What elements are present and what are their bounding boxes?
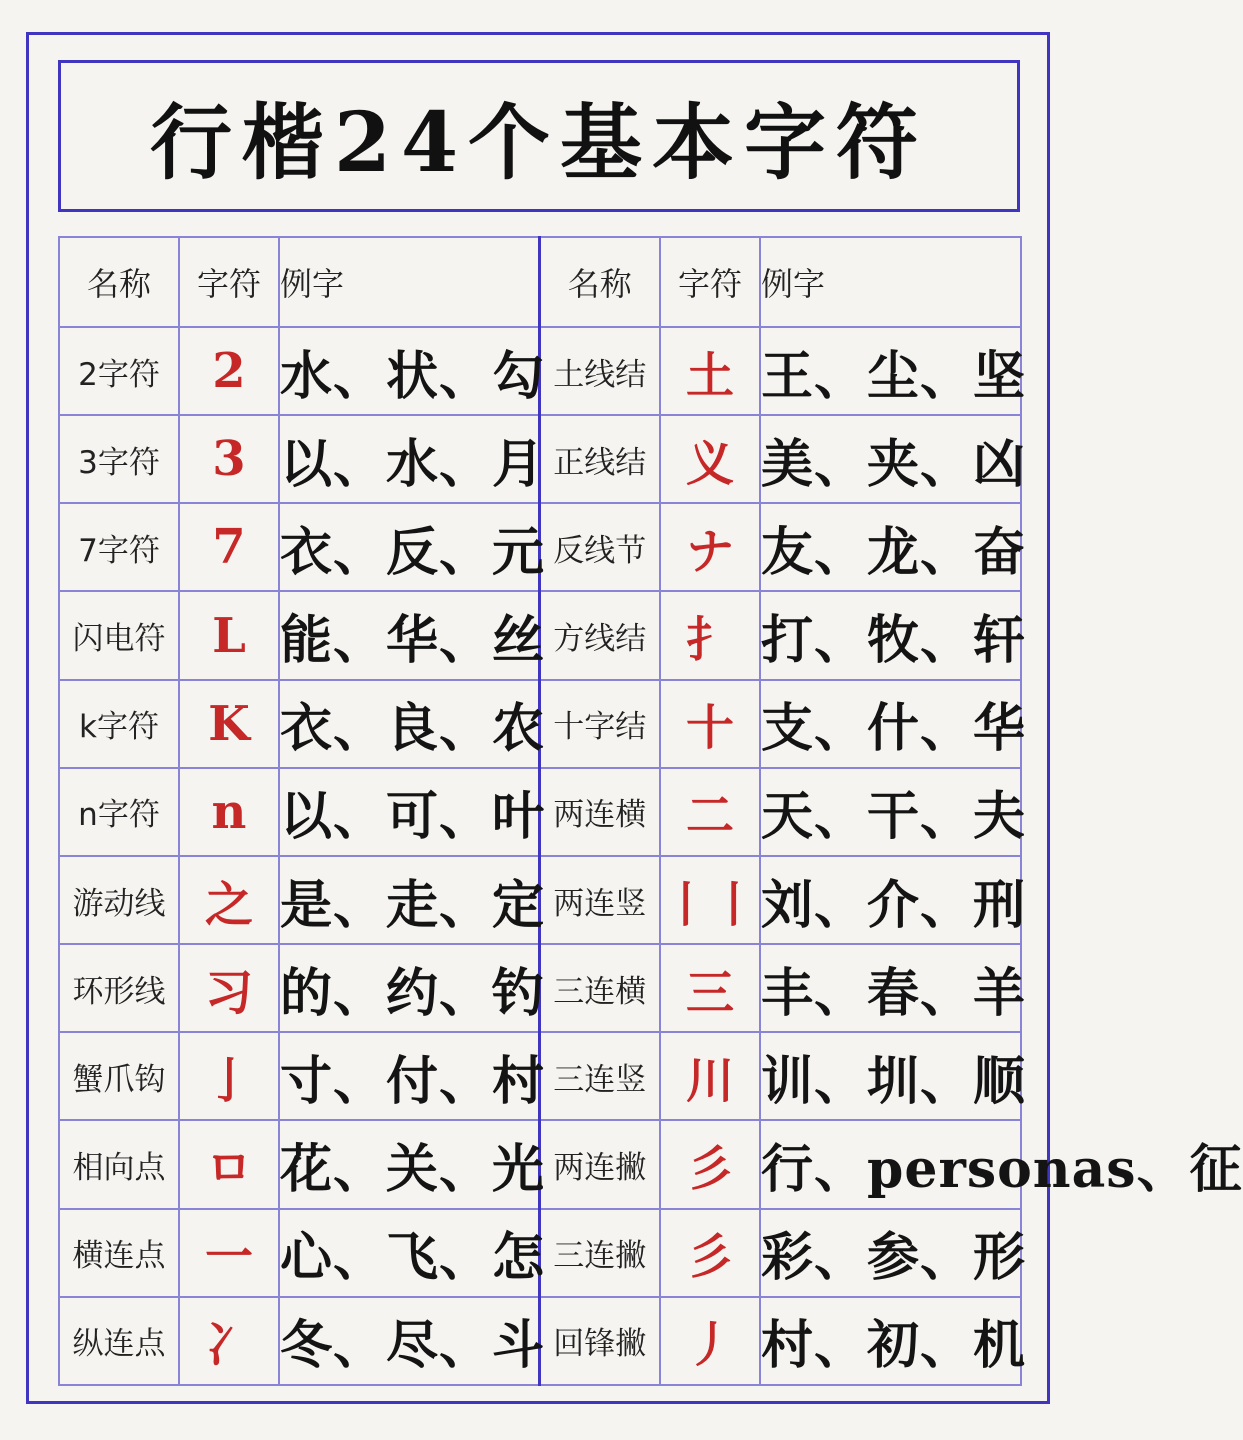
page-title: 行楷24个基本字符 — [149, 94, 929, 191]
table-row — [59, 768, 1021, 856]
stroke-name-right: 回锋撇 — [539, 1297, 660, 1385]
example-characters-right: 友、龙、奋 — [760, 503, 1021, 591]
stroke-name-left: 3字符 — [59, 415, 179, 503]
stroke-name-left: 2字符 — [59, 327, 179, 415]
stroke-name-right: 反线节 — [539, 503, 660, 591]
stroke-glyph-left: 一 — [179, 1209, 279, 1297]
table-row — [59, 1209, 1021, 1297]
table-row — [59, 1297, 1021, 1385]
stroke-name-left: k字符 — [59, 680, 179, 768]
example-characters-left: 以、可、叶 — [279, 768, 539, 856]
stroke-glyph-left: ㅁ — [179, 1120, 279, 1208]
stroke-glyph-right: 川 — [660, 1032, 760, 1120]
stroke-glyph-left: 冫 — [179, 1297, 279, 1385]
stroke-glyph-left: K — [179, 680, 279, 768]
stroke-glyph-right: 扌 — [660, 591, 760, 679]
stroke-name-right: 两连横 — [539, 768, 660, 856]
characters-table — [58, 236, 1243, 1386]
stroke-name-left: 7字符 — [59, 503, 179, 591]
table-row — [59, 944, 1021, 1032]
example-characters-right: 王、尘、坚 — [760, 327, 1021, 415]
example-characters-left: 冬、尽、斗 — [279, 1297, 539, 1385]
header-row — [59, 237, 1021, 327]
example-characters-left: 寸、付、村 — [279, 1032, 539, 1120]
stroke-glyph-left: 7 — [179, 503, 279, 591]
example-characters-right: 刘、介、刑 — [760, 856, 1021, 944]
stroke-glyph-left: 亅 — [179, 1032, 279, 1120]
table-row — [59, 856, 1021, 944]
example-characters-left: 是、走、定 — [279, 856, 539, 944]
example-characters-right: 行、personas、征 — [760, 1120, 1021, 1208]
stroke-name-right: 土线结 — [539, 327, 660, 415]
example-characters-right: 打、牧、轩 — [760, 591, 1021, 679]
example-characters-left: 衣、反、元 — [279, 503, 539, 591]
stroke-glyph-right: 十 — [660, 680, 760, 768]
table-row — [59, 1032, 1021, 1120]
table-row — [59, 503, 1021, 591]
example-characters-right: 美、夹、凶 — [760, 415, 1021, 503]
table-row — [59, 327, 1021, 415]
stroke-glyph-right: 三 — [660, 944, 760, 1032]
header-glyph-right: 字符 — [660, 237, 760, 327]
stroke-glyph-left: 3 — [179, 415, 279, 503]
example-characters-left: 衣、良、农 — [279, 680, 539, 768]
example-characters-right: 天、干、夫 — [760, 768, 1021, 856]
header-examples-right: 例字 — [760, 237, 1021, 327]
stroke-name-right: 两连撇 — [539, 1120, 660, 1208]
stroke-name-right: 十字结 — [539, 680, 660, 768]
stroke-name-right: 方线结 — [539, 591, 660, 679]
stroke-name-left: 蟹爪钩 — [59, 1032, 179, 1120]
stroke-glyph-right: 丨丨 — [660, 856, 760, 944]
stroke-glyph-left: 2 — [179, 327, 279, 415]
example-characters-left: 能、华、丝 — [279, 591, 539, 679]
stroke-name-right: 两连竖 — [539, 856, 660, 944]
stroke-glyph-right: 土 — [660, 327, 760, 415]
header-glyph-left: 字符 — [179, 237, 279, 327]
header-name-right: 名称 — [539, 237, 660, 327]
example-characters-right: 彩、参、形 — [760, 1209, 1021, 1297]
table-row — [59, 415, 1021, 503]
example-characters-left: 心、飞、怎 — [279, 1209, 539, 1297]
stroke-glyph-left: n — [179, 768, 279, 856]
stroke-glyph-left: L — [179, 591, 279, 679]
example-characters-left: 以、水、月 — [279, 415, 539, 503]
stroke-name-left: 游动线 — [59, 856, 179, 944]
stroke-name-left: 相向点 — [59, 1120, 179, 1208]
example-characters-right: 村、初、机 — [760, 1297, 1021, 1385]
table-row — [59, 680, 1021, 768]
stroke-name-right: 正线结 — [539, 415, 660, 503]
stroke-glyph-right: ナ — [660, 503, 760, 591]
stroke-glyph-right: 彡 — [660, 1120, 760, 1208]
stroke-name-right: 三连横 — [539, 944, 660, 1032]
stroke-name-left: 横连点 — [59, 1209, 179, 1297]
example-characters-left: 花、关、光 — [279, 1120, 539, 1208]
example-characters-right: 支、什、华 — [760, 680, 1021, 768]
header-examples-left: 例字 — [279, 237, 539, 327]
stroke-glyph-right: 义 — [660, 415, 760, 503]
stroke-name-left: n字符 — [59, 768, 179, 856]
stroke-glyph-right: 二 — [660, 768, 760, 856]
stroke-glyph-right: 丿 — [660, 1297, 760, 1385]
example-characters-left: 的、约、钓 — [279, 944, 539, 1032]
example-characters-left: 水、状、勾 — [279, 327, 539, 415]
stroke-glyph-right: 彡 — [660, 1209, 760, 1297]
stroke-glyph-left: 之 — [179, 856, 279, 944]
title-box — [58, 60, 1020, 212]
example-characters-right: 丰、春、羊 — [760, 944, 1021, 1032]
stroke-name-left: 纵连点 — [59, 1297, 179, 1385]
stroke-name-left: 闪电符 — [59, 591, 179, 679]
stroke-name-right: 三连撇 — [539, 1209, 660, 1297]
example-characters-right: 训、圳、顺 — [760, 1032, 1021, 1120]
table-row — [59, 591, 1021, 679]
stroke-glyph-left: 习 — [179, 944, 279, 1032]
table-row — [59, 1120, 1021, 1208]
stroke-name-left: 环形线 — [59, 944, 179, 1032]
header-name-left: 名称 — [59, 237, 179, 327]
stroke-name-right: 三连竖 — [539, 1032, 660, 1120]
